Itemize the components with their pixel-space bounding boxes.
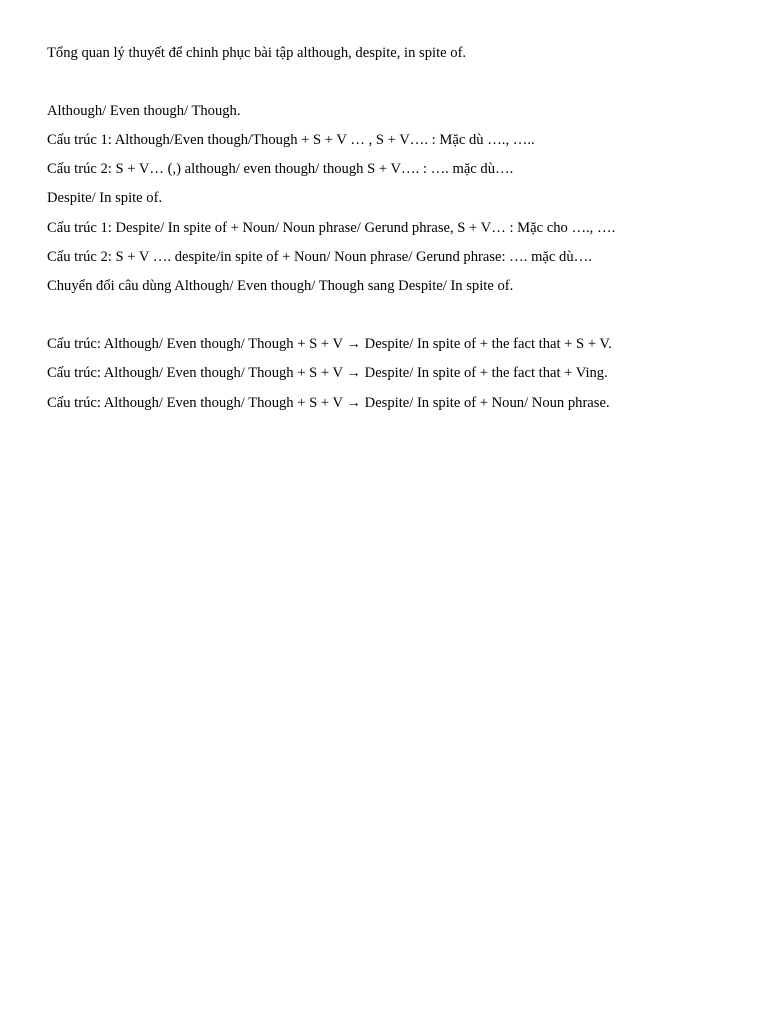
- despite-structure-2: Cấu trúc 2: S + V …. despite/in spite of + Noun/ Noun phrase/ Gerund phrase: …. mặc dù….: [47, 249, 592, 265]
- conversion-structure-3: Cấu trúc: Although/ Even though/ Though + S + V → Despite/ In spite of + Noun/ Noun phrase.: [47, 395, 610, 411]
- conversion-structure-2: Cấu trúc: Although/ Even though/ Though + S + V → Despite/ In spite of + the fact that + Ving.: [47, 365, 608, 381]
- despite-structure-1: Cấu trúc 1: Despite/ In spite of + Noun/ Noun phrase/ Gerund phrase, S + V… : Mặc cho …., ….: [47, 220, 616, 236]
- although-structure-2: Cấu trúc 2: S + V… (,) although/ even though/ though S + V…. : …. mặc dù….: [47, 161, 514, 177]
- conversion-structure-1: Cấu trúc: Although/ Even though/ Though + S + V → Despite/ In spite of + the fact that + S + V.: [47, 336, 612, 352]
- section-heading-conversion: Chuyển đổi câu dùng Although/ Even though/ Though sang Despite/ In spite of.: [47, 278, 514, 294]
- section-heading-although: Although/ Even though/ Though.: [47, 103, 241, 119]
- section-heading-despite: Despite/ In spite of.: [47, 190, 163, 206]
- document-title: Tổng quan lý thuyết để chinh phục bài tập although, despite, in spite of.: [47, 45, 467, 61]
- although-structure-1: Cấu trúc 1: Although/Even though/Though + S + V … , S + V…. : Mặc dù …., …..: [47, 132, 535, 148]
